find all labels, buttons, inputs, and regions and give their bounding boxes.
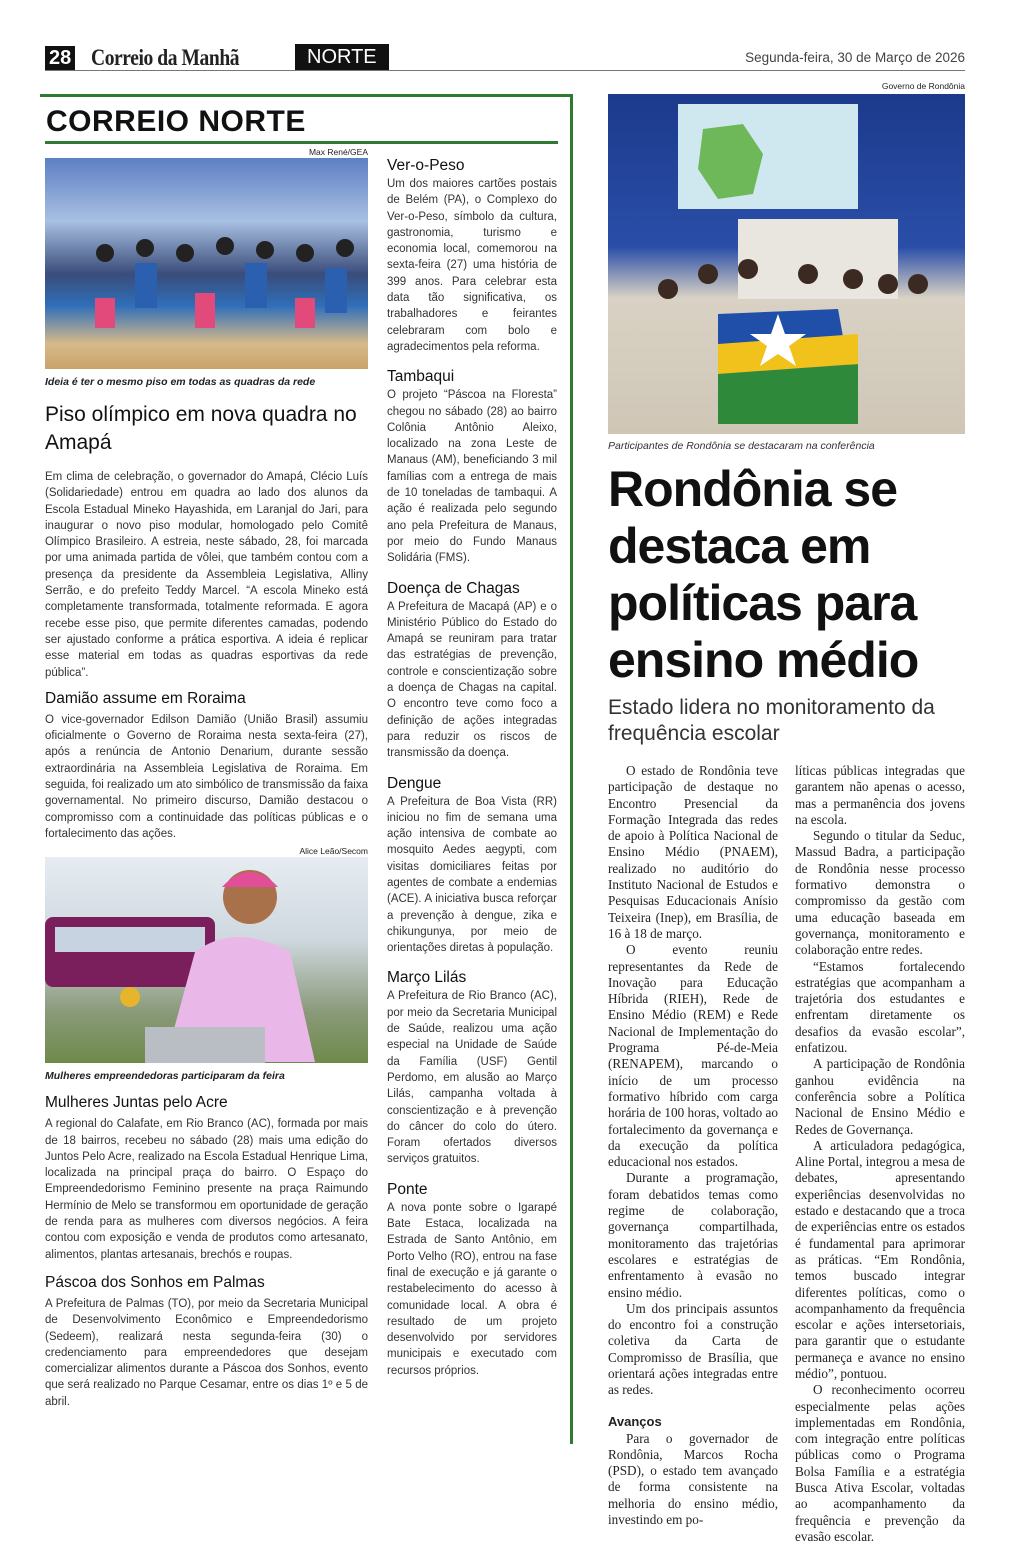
conference-group-illustration xyxy=(608,94,965,434)
section-label: NORTE xyxy=(295,44,389,70)
brief-body: A Prefeitura de Macapá (AP) e o Ministério Público do Estado do Amapá se reuniram para tratar das estratégias de prevenção, controle e conscientização sobre a doença de Chagas na capital. O encontro teve como foco a definição de ações integradas para reduzir os riscos de transmissão da doença. xyxy=(387,600,557,760)
right-section xyxy=(608,81,968,1545)
brief xyxy=(387,156,557,355)
photo-credit: Max René/GEA xyxy=(308,147,368,157)
divider xyxy=(45,141,558,144)
article-title: Damião assume em Roraima xyxy=(45,689,246,707)
brief-title: Doença de Chagas xyxy=(387,579,520,597)
brief-body: O projeto “Páscoa na Floresta” chegou no sábado (28) ao bairro Colônia Antônio Aleixo, localizado na zona Leste de Manaus (AM), beneficiando 3 mil famílias com a entrega de mais de 10 toneladas de tambaqui. A ação é realizada pelo segundo ano pela Prefeitura de Manaus, por meio do Fundo Manaus Solidária (FMS). xyxy=(387,389,557,565)
paragraph: Durante a programação, foram debatidos temas como regime de colaboração, governança compartilhada, monitoramento das trajetórias escolares e estratégias de enfrentamento à evasão no ensino médio. xyxy=(608,1170,778,1300)
article-body: A Prefeitura de Palmas (TO), por meio da Secretaria Municipal de Desenvolvimento Econômico e Empreendedorismo (Sedeem), realizará nesta segunda-feira (30) o credenciamento para empreendedores que desejam comercializar alimentos durante a Páscoa dos Sonhos, evento que será realizado no Parque Cesamar, entre os dias 1º e 5 de abril. xyxy=(45,1297,368,1408)
subheadline: Estado lidera no monitoramento da frequência escolar xyxy=(608,696,935,745)
article-title: Páscoa dos Sonhos em Palmas xyxy=(45,1273,265,1291)
brief-body: Um dos maiores cartões postais de Belém (PA), o Complexo do Ver-o-Peso, símbolo da cultura, gastronomia, turismo e economia local, comemorou na sexta-feira (27) uma história de 399 anos. Para celebrar esta data tão significativa, os trabalhadores e feirantes celebraram com bolo e agradecimentos pela reforma. xyxy=(387,178,557,353)
article-title: Mulheres Juntas pelo Acre xyxy=(45,1094,228,1112)
photo-volleyball-court xyxy=(45,158,368,369)
brief-title: Dengue xyxy=(387,774,442,792)
paragraph: O evento reuniu representantes da Rede de Inovação para Educação Híbrida (RIEH), Rede de Ensino Médio (REM) e Rede Nacional de Implementação do Programa Pé-de-Meia (RENAPEM), marcando o início de um processo formativo híbrido com carga horária de 100 horas, voltado ao fortalecimento da governança e da execução da política educacional nos estados. xyxy=(608,942,778,1170)
paragraph: “Estamos fortalecendo estratégias que acompanham a trajetória dos estudantes e enfrentam diretamente os desafios da evasão escolar”, enfatizou. xyxy=(795,958,965,1056)
brief-body: A nova ponte sobre o Igarapé Bate Estaca, localizada na Estrada de Santo Antônio, em Porto Velho (RO), entrou na fase final de execução e já garante o restabelecimento do acesso à comunidade local. A obra é resultado de um projeto desenvolvido por servidores municipais e executado com recursos próprios. xyxy=(387,1201,557,1377)
left-column xyxy=(45,147,368,1410)
news-briefs-column xyxy=(387,156,557,1391)
photo-caption: Participantes de Rondônia se destacaram na conferência xyxy=(608,440,875,452)
article-column-2 xyxy=(795,763,965,1545)
paragraph: A participação de Rondônia ganhou evidência na conferência sobre a Política Nacional de Ensino Médio e Redes de Governança. xyxy=(795,1056,965,1137)
paragraph: Segundo o titular da Seduc, Massud Badra, a participação de Rondônia nesse processo formativo demonstra o compromisso da gestão com uma educação baseada em governança, monitoramento e colaboração entre redes. xyxy=(795,828,965,958)
article-body: A regional do Calafate, em Rio Branco (AC), formada por mais de 18 bairros, recebeu no sábado (28) mais uma edição do Juntos Pelo Acre, realizado na Escola Estadual Henrique Lima, localizada na principal praça do bairro. O Espaço do Empreendedorismo Feminino presente na praça Raimundo Hermínio de Melo se transformou em oportunidade de geração de renda para as mulheres com diversos negócios. A feira contou com exposição e venda de produtos como artesanato, alimentos, plantas artesanais, brechós e roupas. xyxy=(45,1118,368,1261)
paragraph: O reconhecimento ocorreu especialmente pelas ações implementadas em Rondônia, com integração entre políticas públicas como o Programa Bolsa Família e a estratégia Busca Ativa Escolar, voltadas ao acompanhamento da frequência e prevenção da evasão escolar. xyxy=(795,1382,965,1544)
masthead-logo: Correio da Manhã xyxy=(91,45,240,70)
section-title: CORREIO NORTE xyxy=(46,105,306,138)
brief-title: Ponte xyxy=(387,1180,428,1198)
main-headline: Rondônia se destaca em políticas para ensino médio xyxy=(608,461,919,688)
woman-at-fair-illustration xyxy=(45,857,368,1063)
brief-title: Março Lilás xyxy=(387,969,467,987)
paragraph: Um dos principais assuntos do encontro foi a construção coletiva da Carta de Compromisso de Brasília, que orientará ações integradas entre as redes. xyxy=(608,1300,778,1398)
brief xyxy=(387,579,557,762)
page-header xyxy=(45,44,965,71)
group-photo-illustration xyxy=(45,158,368,369)
subhead: Avanços xyxy=(608,1413,662,1429)
brief xyxy=(387,968,557,1167)
photo-caption: Mulheres empreendedoras participaram da feira xyxy=(45,1070,285,1083)
brief xyxy=(387,1180,557,1379)
article-columns xyxy=(608,763,965,1545)
paragraph: O estado de Rondônia teve participação de destaque no Encontro Presencial da Formação Integrada das redes de apoio à Política Nacional de Ensino Médio (PNAEM), realizado no auditório do Instituto Nacional de Estudos e Pesquisas Educacionais Anísio Teixeira (Inep), em Brasília, de 16 à 18 de março. xyxy=(608,763,778,941)
brief xyxy=(387,367,557,566)
brief-title: Tambaqui xyxy=(387,368,455,386)
photo-caption: Ideia é ter o mesmo piso em todas as quadras da rede xyxy=(45,376,316,388)
article-body: O vice-governador Edilson Damião (União Brasil) assumiu oficialmente o Governo de Roraima nesta sexta-feira (27), após a renúncia de Antonio Denarium, durante sessão extraordinária na Assembleia Legislativa de Roraima. Em seguida, foi realizado um ato simbólico de transmissão da faixa governamental. No primeiro discurso, Damião destacou o compromisso com a continuidade das políticas públicas e o fortalecimento das ações. xyxy=(45,713,368,840)
paragraph: A articuladora pedagógica, Aline Portal, integrou a mesa de debates, apresentando experiências desenvolvidas no estado e destacando que a troca de experiências entre os estados é fundamental para aprimorar as práticas. “Em Rondônia, temos buscado integrar diferentes políticas, como o acompanhamento da frequência escolar e ações intersetoriais, para garantir que o estudante permaneça e avance no ensino médio”, pontuou. xyxy=(795,1137,965,1381)
article-title: Piso olímpico em nova quadra no Amapá xyxy=(45,403,357,454)
photo-credit: Governo de Rondônia xyxy=(881,81,965,91)
brief-title: Ver-o-Peso xyxy=(387,157,465,174)
photo-fair xyxy=(45,857,368,1063)
brief-body: A Prefeitura de Boa Vista (RR) iniciou no fim de semana uma ação intensiva de combate ao mosquito Aedes aegypti, com visitas domiciliares feitas por agentes de combate a endemias (ACE). A iniciativa busca reforçar a prevenção à dengue, zika e chikungunya, por meio de orientações diretas à população. xyxy=(387,795,557,955)
brief-body: A Prefeitura de Rio Branco (AC), por meio da Secretaria Municipal de Saúde, realizou uma ação especial na Unidade de Saúde da Família (USF) Gentil Perdomo, em alusão ao Março Lilás, campanha voltada à conscientização e à prevenção do câncer do colo do útero. Foram ofertados diversos serviços gratuitos. xyxy=(387,990,557,1166)
brief xyxy=(387,774,557,957)
issue-date: Segunda-feira, 30 de Março de 2026 xyxy=(745,50,965,65)
paragraph: líticas públicas integradas que garantem não apenas o acesso, mas a permanência dos jovens na escola. xyxy=(795,763,965,827)
page-number: 28 xyxy=(45,46,75,70)
paragraph: Para o governador de Rondônia, Marcos Rocha (PSD), o estado tem avançado de forma consistente na melhoria do ensino médio, investindo em po- xyxy=(608,1430,778,1528)
photo-conference xyxy=(608,94,965,434)
photo-credit: Alice Leão/Secom xyxy=(299,846,368,857)
article-body: Em clima de celebração, o governador do Amapá, Clécio Luís (Solidariedade) entrou em quadra ao lado dos alunos da Escola Estadual Mineko Hayashida, em Laranjal do Jari, para inaugurar o novo piso modular, homologado pelo Comitê Olímpico Brasileiro. A estreia, neste sábado, 28, foi marcada por uma animada partida de vôlei, que também contou com a presença da presidente da Assembleia Legislativa, Alliny Serrão, e do prefeito Teddy Marcel. “A escola Mineko está completamente transformada, totalmente reformada. E agora recebe esse piso, que permite diferentes camadas, podendo ser ajustado conforme a prática esportiva. A ideia é replicar esse material em todas as quadras esportivas da rede pública”. xyxy=(45,471,368,679)
article-column-1 xyxy=(608,763,778,1545)
